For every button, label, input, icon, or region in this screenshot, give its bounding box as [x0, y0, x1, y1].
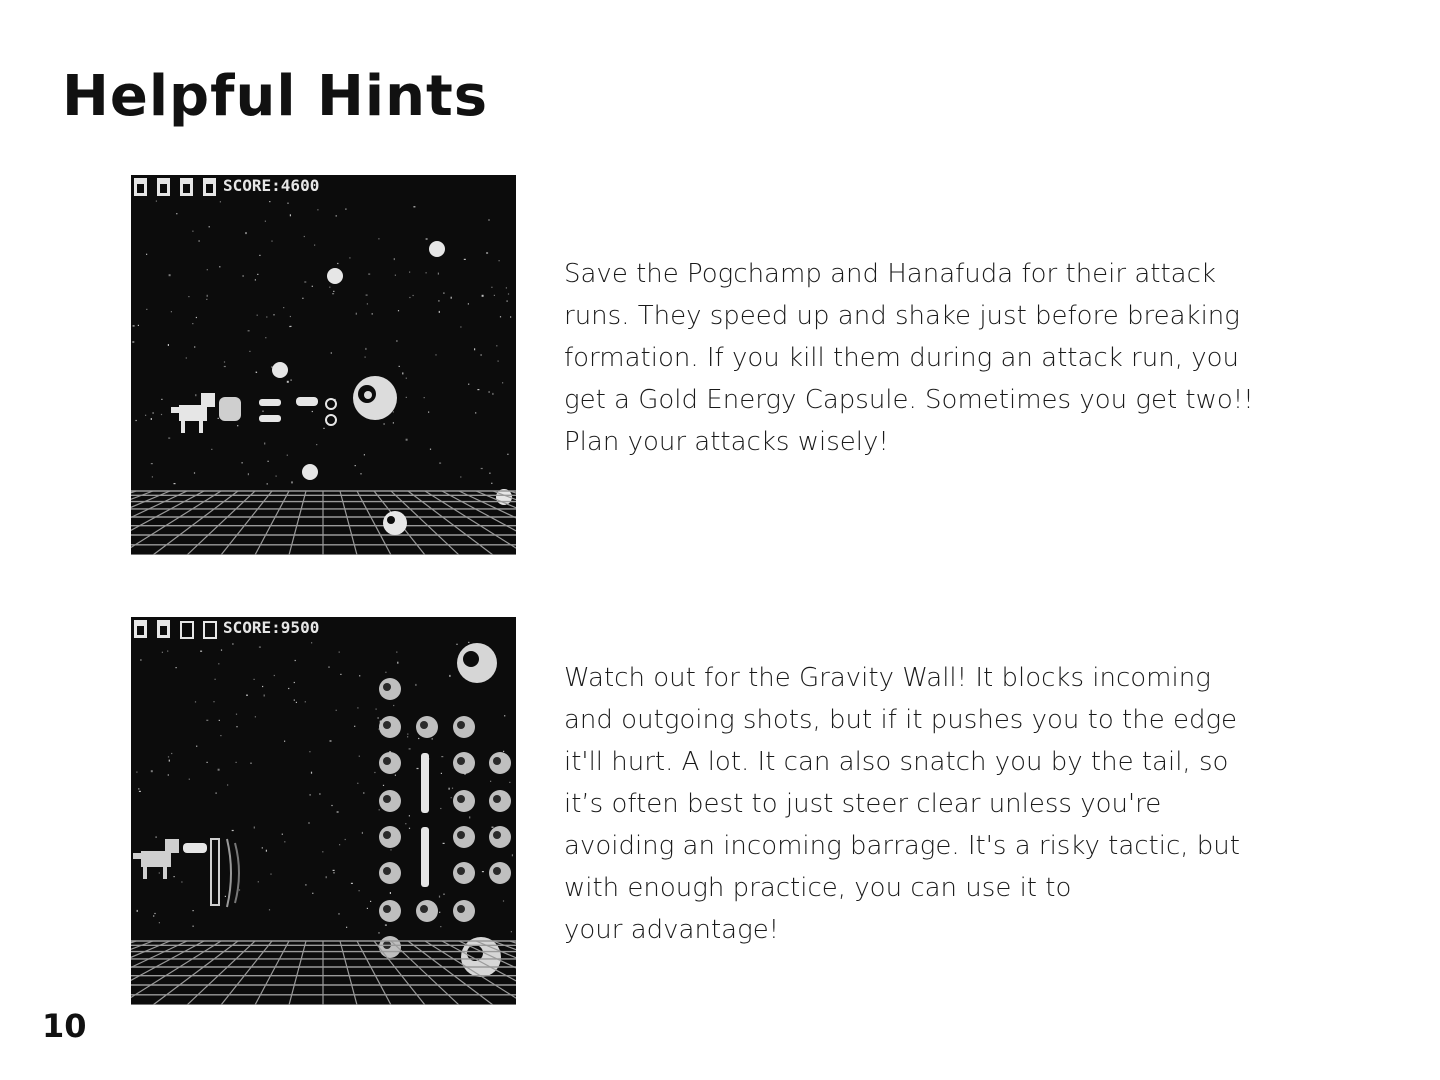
game-screenshot-attack-run	[131, 175, 516, 555]
player-shot	[259, 415, 281, 422]
hint-line: with enough practice, you can use it to	[564, 873, 1072, 903]
hint-line: your advantage!	[564, 915, 780, 945]
game-screenshot-gravity-wall	[131, 617, 516, 1005]
game-scene-2	[131, 617, 516, 1005]
enemy-orb-icon	[489, 790, 511, 812]
enemy-orb-icon	[489, 752, 511, 774]
enemy-orb-icon	[489, 826, 511, 848]
enemy-orb-icon	[453, 716, 475, 738]
enemy-orb-icon	[379, 826, 401, 848]
enemy-orb-icon	[379, 752, 401, 774]
enemy-orb-icon	[489, 862, 511, 884]
hint-line: it’s often best to just steer clear unless you're	[564, 789, 1162, 819]
pogchamp-enemy-icon	[353, 376, 397, 420]
hanafuda-enemy-icon	[457, 643, 497, 683]
hint-text-attack-runs	[564, 253, 1304, 463]
enemy-orb-icon	[453, 900, 475, 922]
enemy-orb-icon	[379, 790, 401, 812]
life-capsule-icon	[157, 620, 170, 638]
enemy-orb-icon	[453, 790, 475, 812]
hint-text-gravity-wall	[564, 657, 1304, 951]
player-shot	[259, 399, 281, 406]
enemy-orb-icon	[453, 752, 475, 774]
enemy-orb-icon	[416, 716, 438, 738]
hint-line: Watch out for the Gravity Wall! It blocks incoming	[564, 663, 1211, 693]
game-scene-1	[131, 175, 516, 555]
hint-line: get a Gold Energy Capsule. Sometimes you get two!!	[564, 385, 1254, 415]
player-shot	[296, 397, 318, 406]
enemy-orb-icon	[453, 862, 475, 884]
enemy-orb-icon	[416, 900, 438, 922]
hint-line: avoiding an incoming barrage. It's a risky tactic, but	[564, 831, 1240, 861]
life-capsule-icon	[203, 178, 216, 196]
enemy-orb-icon	[453, 826, 475, 848]
enemy-orb-icon	[272, 362, 288, 378]
hint-line: Plan your attacks wisely!	[564, 427, 889, 457]
enemy-orb-icon	[327, 268, 343, 284]
page-title: Helpful Hints	[62, 64, 489, 129]
life-capsule-icon	[134, 178, 147, 196]
enemy-orb-icon	[379, 678, 401, 700]
life-capsule-icon	[134, 620, 147, 638]
enemy-orb-icon	[302, 464, 318, 480]
life-capsule-icon	[180, 178, 193, 196]
gravity-wall-icon	[421, 827, 429, 887]
gravity-wall-icon	[421, 753, 429, 813]
enemy-orb-icon	[379, 900, 401, 922]
hint-line: formation. If you kill them during an attack run, you	[564, 343, 1239, 373]
enemy-orb-icon	[383, 511, 407, 535]
life-capsule-icon	[157, 178, 170, 196]
hint-line: Save the Pogchamp and Hanafuda for their attack	[564, 259, 1216, 289]
hint-line: and outgoing shots, but if it pushes you to the edge	[564, 705, 1238, 735]
enemy-orb-icon	[429, 241, 445, 257]
enemy-orb-icon	[379, 716, 401, 738]
hint-line: it'll hurt. A lot. It can also snatch you by the tail, so	[564, 747, 1229, 777]
hud-score: SCORE:4600	[223, 176, 320, 195]
enemy-orb-icon	[379, 862, 401, 884]
hint-line: runs. They speed up and shake just before breaking	[564, 301, 1240, 331]
page-number: 10	[42, 1007, 87, 1045]
hud-score: SCORE:9500	[223, 618, 320, 637]
